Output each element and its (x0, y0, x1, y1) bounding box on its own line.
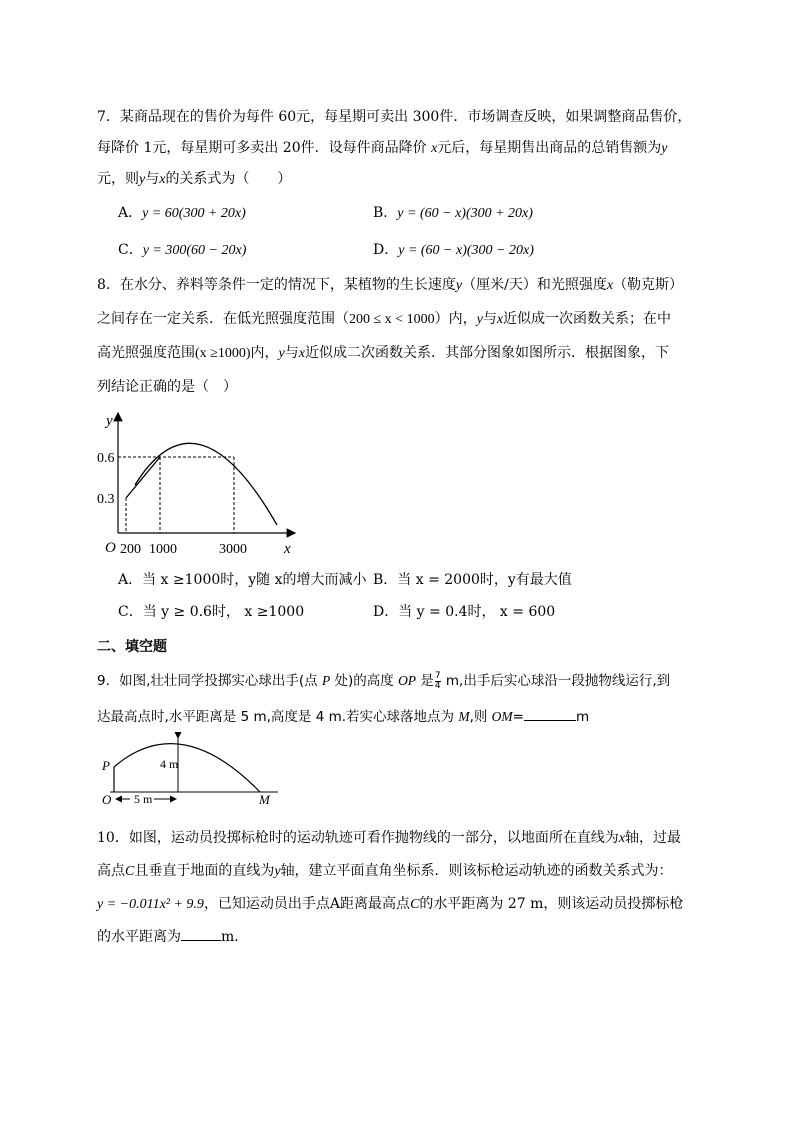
q7-option-d (373, 240, 534, 261)
q10-text: 轴，建立平面直角坐标系．则该标枪运动轨迹的函数关系式为： (280, 863, 673, 879)
var-x: x (159, 172, 166, 187)
point-c: C (125, 864, 135, 879)
height-label: 4 m (160, 757, 179, 771)
point-c: C (410, 897, 420, 912)
q8-text: （勒克斯） (613, 277, 684, 293)
q7-text: 的关系式为（ ） (165, 171, 292, 187)
function-expr: y = −0.011x² + 9.9 (97, 897, 204, 912)
point-p-label: P (102, 758, 110, 773)
fraction-denominator: 4 (434, 680, 441, 691)
section-title: 二、填空题 (97, 639, 167, 655)
q9-text: 达最高点时,水平距离是 5 m,高度是 4 m.若实心球落地点为 (97, 709, 459, 725)
linear-segment (126, 457, 160, 498)
q8-option-c: C．当 y ≥ 0.6时， x ≥1000 (118, 604, 305, 620)
x-axis-label: x (284, 541, 291, 557)
q7-text: 元，则 (97, 171, 139, 187)
segment-om: OM (491, 709, 513, 724)
x-tick-label: 200 (120, 542, 141, 557)
q8-option-b: B．当 x = 2000时，y有最大值 (373, 572, 572, 588)
x-tick-label: 1000 (149, 542, 177, 557)
q8-graph (95, 405, 305, 560)
y-tick-label: 0.3 (97, 492, 115, 507)
q8-line-2 (97, 309, 671, 330)
y-axis-label: y (106, 413, 113, 429)
q8-text: 8．在水分、养料等条件一定的情况下，某植物的生长速度 (97, 277, 456, 293)
var-y: y (455, 278, 463, 293)
q7-text: 元后，每星期售出商品的总销售额为 (437, 140, 662, 156)
var-x: x (606, 278, 614, 293)
var-y: y (139, 172, 146, 187)
q8-line-1 (97, 275, 683, 296)
option-label: C． (118, 242, 143, 258)
q7-option-b (373, 203, 533, 224)
q7-text: 与 (145, 171, 160, 187)
q8-text: （厘米/天）和光照强度 (462, 277, 607, 293)
q10-text: m． (221, 929, 249, 945)
option-label: D． (373, 242, 399, 258)
var-x: x (298, 346, 305, 361)
q10-line-2 (97, 861, 673, 882)
q10-text: 的水平距离为 27 m，则该运动员投掷标枪 (419, 896, 684, 912)
x-tick-label: 3000 (219, 542, 247, 557)
q9-text: ,则 (469, 709, 492, 725)
segment-op: OP (398, 673, 417, 688)
dist-label: 5 m (134, 792, 153, 806)
q7-option-c (118, 240, 246, 261)
parabola-curve (135, 443, 277, 525)
point-p: P (321, 673, 331, 688)
point-m-label: M (259, 792, 270, 807)
option-label: B． (373, 205, 398, 221)
q10-text: 的水平距离为 (97, 929, 181, 945)
q10-text: 10．如图，运动员投掷标枪时的运动轨迹可看作抛物线的一部分，以地面所在直线为 (97, 830, 619, 846)
q8-text: ）内， (434, 311, 477, 327)
q8-option-a: A．当 x ≥1000时，y随 x的增大而减小 (118, 572, 367, 588)
q10-text: 高点 (97, 863, 125, 879)
option-label: A． (118, 205, 143, 221)
q8-text: 近似成一次函数关系；在中 (503, 311, 672, 327)
q7-text: 每降价 1元，每星期可多卖出 20件．设每件商品降价 (97, 140, 432, 156)
range-expr: (x ≥1000) (195, 346, 251, 361)
var-x: x (431, 141, 438, 156)
q7-line-3 (97, 169, 291, 190)
option-expr: y = 60(300 + 20x) (142, 206, 246, 221)
fraction-numerator: 7 (434, 670, 441, 681)
answer-blank[interactable] (524, 720, 576, 721)
q7-option-a (118, 203, 246, 224)
q8-option-d: D．当 y = 0.4时， x = 600 (373, 604, 556, 620)
q9-text: 是 (416, 673, 434, 689)
q7-line-2 (97, 138, 668, 159)
var-x: x (496, 312, 504, 327)
q8-text: 与 (284, 345, 299, 361)
var-y: y (661, 141, 668, 156)
var-y: y (476, 312, 483, 327)
q9-text: m,出手后实心球沿一段抛物线运行,到 (441, 673, 671, 689)
q8-text: 高光照强度范围 (97, 345, 195, 361)
option-expr: y = (60 − x)(300 + 20x) (397, 206, 533, 221)
option-expr: y = 300(60 − 20x) (142, 243, 247, 258)
q9-text: 9．如图,壮壮同学投掷实心球出手(点 (97, 673, 322, 689)
trajectory-curve (114, 744, 260, 792)
point-m: M (458, 709, 470, 724)
q10-line-4 (97, 927, 248, 947)
origin-label: O (105, 540, 116, 556)
q10-line-3 (97, 894, 683, 915)
q8-text: 内， (250, 345, 279, 361)
q9-figure (100, 732, 285, 807)
q10-text: ，已知运动员出手点A距离最高点 (203, 896, 411, 912)
q8-line-4: 列结论正确的是（ ） (97, 379, 237, 395)
var-y: y (274, 864, 281, 879)
q9-line-2 (97, 707, 589, 727)
q8-text: 近似成二次函数关系．其部分图象如图所示．根据图象，下 (304, 345, 669, 361)
q10-line-1 (97, 828, 681, 849)
q9-text: m (575, 709, 590, 725)
q8-text: 之间存在一定关系．在低光照强度范围（ (97, 311, 349, 327)
q10-text: 轴，过最 (625, 830, 682, 846)
q9-text: 处)的高度 (330, 673, 399, 689)
var-y: y (278, 346, 285, 361)
answer-blank[interactable] (181, 940, 221, 941)
q10-text: 且垂直于地面的直线为 (134, 863, 275, 879)
q9-text: = (512, 709, 524, 725)
var-x: x (618, 831, 626, 846)
q8-line-3 (97, 343, 669, 364)
y-tick-label: 0.6 (97, 451, 115, 466)
range-expr: 200 ≤ x < 1000 (349, 312, 435, 327)
q7-line-1: 7．某商品现在的售价为每件 60元，每星期可卖出 300件．市场调查反映，如果调整商品售价， (97, 109, 692, 125)
origin-label: O (102, 792, 112, 807)
option-expr: y = (60 − x)(300 − 20x) (398, 243, 534, 258)
q9-line-1 (97, 671, 670, 691)
fraction (435, 672, 441, 691)
q8-text: 与 (482, 311, 497, 327)
